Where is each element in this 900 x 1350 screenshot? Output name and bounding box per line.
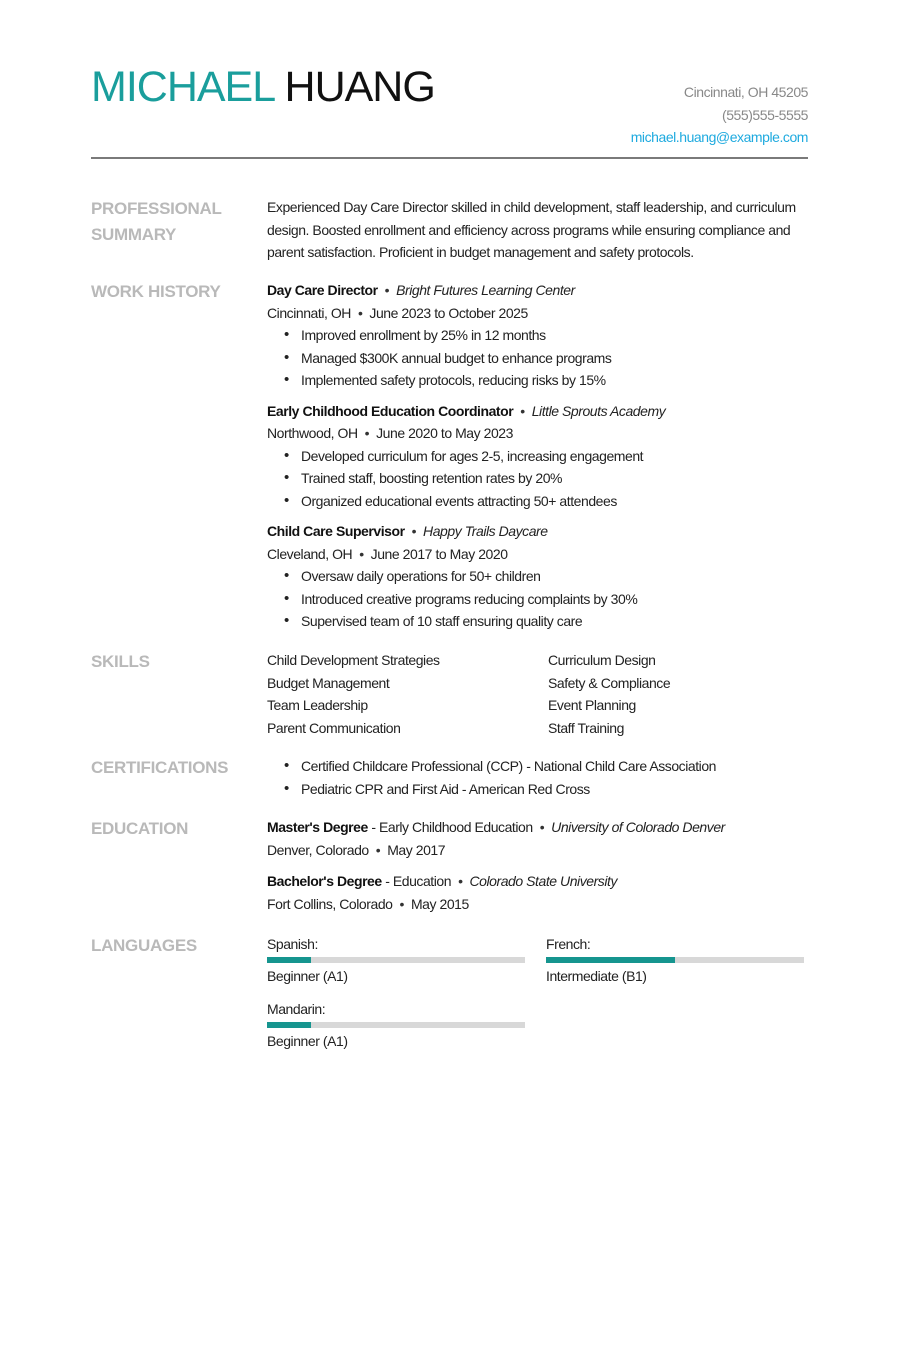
degree: Master's Degree	[267, 819, 368, 835]
skill-item: Budget Management	[267, 674, 390, 691]
graduation-date: May 2015	[410, 895, 469, 912]
language-item	[267, 998, 525, 1052]
section-label-line: PROFESSIONAL	[91, 199, 222, 218]
proficiency-bar	[546, 957, 804, 963]
separator-dot: •	[411, 523, 417, 539]
language-name: Spanish:	[267, 936, 318, 952]
bullet-item: • Trained staff, boosting retention rates by 20%	[267, 467, 807, 490]
header-divider	[91, 157, 808, 159]
resume-header	[91, 62, 808, 160]
summary-text: Experienced Day Care Director skilled in child development, staff leadership, and curriculum design. Boosted enrollment and efficiency across programs while ensuring compliance and parent satisfaction. Proficient in budget management and safety protocols.	[267, 199, 796, 260]
job-title: Child Care Supervisor	[267, 523, 405, 539]
education-meta	[267, 893, 807, 916]
job-bullets	[267, 565, 807, 633]
job-bullets	[267, 324, 807, 392]
job-meta	[267, 422, 807, 445]
certification-item: • Certified Childcare Professional (CCP) - National Child Care Association	[267, 755, 807, 778]
last-name: HUANG	[284, 63, 435, 111]
separator-dot: •	[520, 402, 525, 419]
phone: (555)555-5555	[722, 106, 808, 123]
proficiency-fill	[267, 957, 311, 963]
degree: Bachelor's Degree	[267, 873, 382, 889]
bullet-item: • Introduced creative programs reducing complaints by 30%	[267, 588, 807, 611]
separator-dot: •	[359, 545, 364, 562]
education-heading	[267, 870, 807, 893]
education-entry	[267, 816, 807, 861]
skills-grid	[267, 649, 807, 739]
job-dates: June 2017 to May 2020	[370, 545, 508, 562]
bullet-item: • Developed curriculum for ages 2-5, increasing engagement	[267, 445, 807, 468]
job-heading	[267, 400, 807, 423]
candidate-name	[91, 62, 435, 112]
separator-dot: •	[384, 282, 390, 298]
school-location: Denver, Colorado	[267, 841, 369, 858]
separator-dot: •	[539, 819, 545, 835]
certification-list	[267, 755, 807, 800]
proficiency-level: Intermediate (B1)	[546, 968, 647, 984]
job-entry	[267, 400, 807, 513]
skill-item: Parent Communication	[267, 719, 401, 736]
language-item	[546, 933, 804, 987]
certification-item: • Pediatric CPR and First Aid - American Red Cross	[267, 778, 807, 801]
job-dates: June 2023 to October 2025	[369, 304, 528, 321]
proficiency-level: Beginner (A1)	[267, 968, 348, 984]
company-name: Bright Futures Learning Center	[396, 282, 575, 298]
graduation-date: May 2017	[387, 841, 446, 858]
field-of-study: - Education	[385, 873, 452, 889]
language-name: French:	[546, 936, 591, 952]
skill-item: Event Planning	[548, 697, 636, 713]
company-name: Happy Trails Daycare	[423, 523, 548, 539]
section-label: WORK HISTORY	[91, 282, 221, 301]
skill-item: Staff Training	[548, 719, 624, 736]
proficiency-fill	[546, 957, 675, 963]
bullet-item: • Organized educational events attracting 50+ attendees	[267, 490, 807, 513]
job-location: Northwood, OH	[267, 425, 358, 441]
proficiency-bar	[267, 1022, 525, 1028]
job-meta	[267, 543, 807, 566]
language-name: Mandarin:	[267, 1001, 326, 1017]
bullet-item: • Improved enrollment by 25% in 12 months	[267, 324, 807, 347]
first-name: MICHAEL	[91, 63, 274, 111]
section-label: EDUCATION	[91, 819, 189, 838]
field-of-study: - Early Childhood Education	[371, 819, 533, 835]
school-name: Colorado State University	[469, 873, 618, 889]
education-heading	[267, 816, 807, 839]
section-body	[267, 755, 807, 800]
school-location: Fort Collins, Colorado	[267, 895, 393, 912]
job-location: Cleveland, OH	[267, 545, 353, 562]
education-meta	[267, 839, 807, 862]
language-item	[267, 933, 525, 987]
job-title: Early Childhood Education Coordinator	[267, 402, 514, 419]
bullet-item: • Managed $300K annual budget to enhance programs	[267, 347, 807, 370]
section-label-line: SUMMARY	[91, 225, 177, 244]
job-title: Day Care Director	[267, 282, 378, 298]
job-heading	[267, 279, 807, 302]
job-dates: June 2020 to May 2023	[376, 425, 513, 441]
section-body	[267, 279, 807, 641]
bullet-item: • Supervised team of 10 staff ensuring quality care	[267, 610, 807, 633]
job-location: Cincinnati, OH	[267, 304, 351, 321]
email-link[interactable]: michael.huang@example.com	[630, 129, 808, 145]
school-name: University of Colorado Denver	[551, 819, 725, 835]
section-body	[267, 816, 807, 924]
address: Cincinnati, OH 45205	[683, 84, 808, 100]
contact-info	[631, 81, 808, 149]
section-label	[91, 196, 241, 248]
separator-dot: •	[357, 304, 363, 321]
skill-item: Curriculum Design	[548, 652, 656, 668]
job-entry	[267, 520, 807, 633]
skill-item: Team Leadership	[267, 697, 368, 713]
proficiency-bar	[267, 957, 525, 963]
job-bullets	[267, 445, 807, 513]
separator-dot: •	[458, 873, 463, 889]
job-entry	[267, 279, 807, 392]
job-heading	[267, 520, 807, 543]
bullet-item: • Oversaw daily operations for 50+ children	[267, 565, 807, 588]
skill-item: Safety & Compliance	[548, 674, 671, 691]
company-name: Little Sprouts Academy	[531, 402, 666, 419]
proficiency-level: Beginner (A1)	[267, 1033, 348, 1049]
skill-item: Child Development Strategies	[267, 652, 440, 668]
separator-dot: •	[364, 425, 370, 441]
separator-dot: •	[399, 895, 404, 912]
proficiency-fill	[267, 1022, 311, 1028]
section-label: LANGUAGES	[91, 936, 197, 955]
education-entry	[267, 870, 807, 915]
job-meta	[267, 302, 807, 325]
section-label: CERTIFICATIONS	[91, 758, 229, 777]
bullet-item: • Implemented safety protocols, reducing risks by 15%	[267, 369, 807, 392]
section-label: SKILLS	[91, 652, 150, 671]
section-body	[267, 196, 807, 264]
separator-dot: •	[375, 841, 381, 858]
